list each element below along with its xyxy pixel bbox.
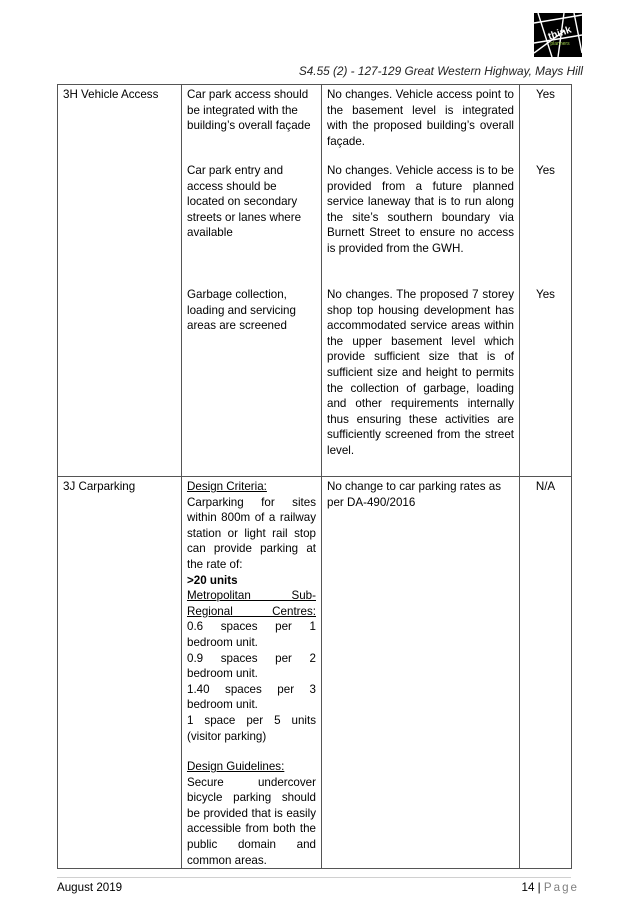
criteria-text: Garbage collection, loading and servicing areas are screened [187, 288, 296, 333]
table-row [58, 85, 572, 477]
logo-wordmark: think [546, 24, 573, 43]
table-row [58, 477, 572, 869]
response-text: No changes. The proposed 7 storey shop top housing development has accommodated service areas within the upper basement level which provide sufficient size that is of sufficient size and height to permits the collection of garbage, loading and other requirements internally thus ensuring these activities are sufficiently screened from the street level. [327, 288, 514, 457]
footer-divider [57, 877, 571, 878]
criteria-cell [182, 477, 322, 869]
guidelines-text: Secure undercover bicycle parking should be provided that is easily accessible from both the public domain and common areas. [187, 775, 316, 867]
criteria-cell [182, 85, 322, 477]
think-planners-logo [534, 13, 582, 57]
response-cell [322, 477, 520, 869]
page-number: 14 [521, 881, 535, 894]
section-label: 3J Carparking [63, 480, 136, 493]
parking-rate: 1.40 spaces per 3 bedroom unit. [187, 682, 316, 712]
logo-subtitle: planners [550, 41, 570, 47]
page-label: Page [543, 881, 579, 894]
section-cell [58, 85, 182, 477]
response-cell [322, 85, 520, 477]
compliance-cell [520, 477, 572, 869]
page-separator: | [534, 881, 544, 894]
compliance-value: Yes [536, 288, 555, 301]
response-text: No change to car parking rates as per DA-490/2016 [327, 480, 502, 509]
footer-page [522, 881, 579, 894]
criteria-text: Car park entry and access should be located on secondary streets or lanes where available [187, 164, 302, 240]
compliance-value: N/A [535, 480, 556, 493]
criteria-intro: Carparking for sites within 800m of a railway station or light rail stop can provide parking at the rate of: [187, 495, 316, 571]
page-header-title: S4.55 (2) - 127-129 Great Western Highway, Mays Hill [298, 64, 583, 78]
section-cell [58, 477, 182, 869]
parking-rate: 0.9 spaces per 2 bedroom unit. [187, 651, 316, 681]
compliance-value: Yes [536, 164, 555, 177]
units-label: >20 units [187, 573, 238, 587]
design-guidelines-heading: Design Guidelines: [187, 760, 285, 774]
metro-heading: Metropolitan Sub-Regional Centres: [187, 589, 316, 618]
design-criteria-heading: Design Criteria: [187, 480, 267, 493]
compliance-cell [520, 85, 572, 477]
compliance-table [57, 84, 572, 869]
parking-rate: 0.6 spaces per 1 bedroom unit. [187, 620, 316, 649]
parking-rate: 1 space per 5 units (visitor parking) [187, 713, 316, 743]
criteria-text: Car park access should be integrated with the building’s overall façade [187, 88, 311, 133]
section-label: 3H Vehicle Access [63, 88, 159, 101]
response-text: No changes. Vehicle access is to be provided from a future planned service laneway that is to run along the site’s southern boundary via Burnett Street to ensure no access is provided from the GWH. [327, 164, 514, 255]
footer-date: August 2019 [57, 881, 123, 894]
response-text: No changes. Vehicle access point to the basement level is integrated with the proposed building’s overall façade. [327, 88, 514, 148]
compliance-value: Yes [536, 88, 555, 101]
